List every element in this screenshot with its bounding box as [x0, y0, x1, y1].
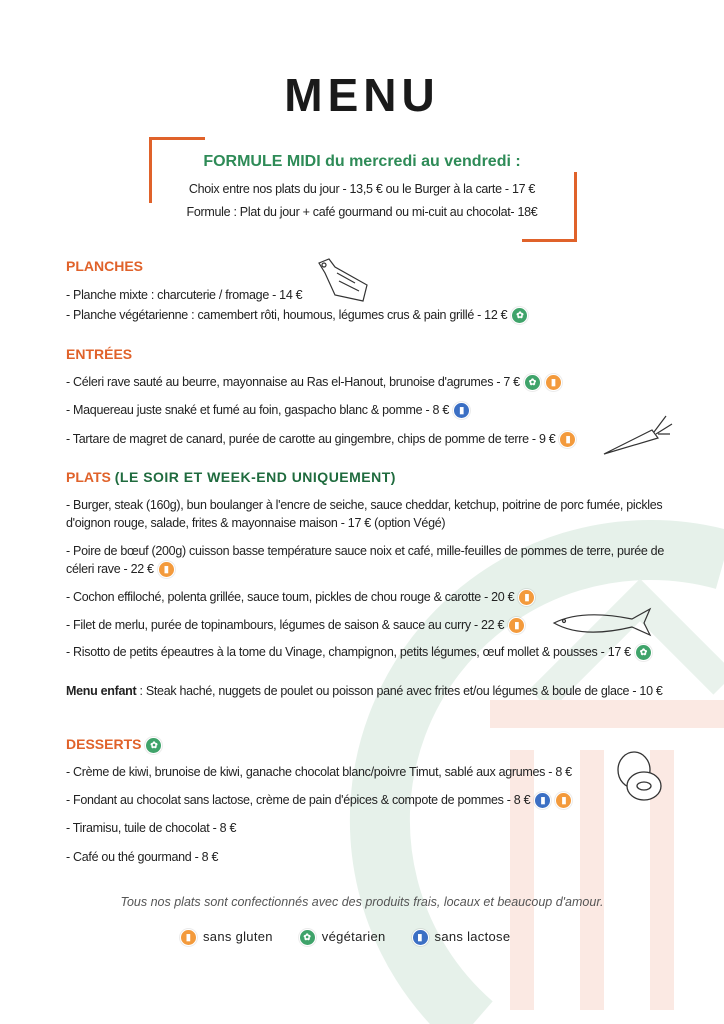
kids-menu: Menu enfant : Steak haché, nuggets de poulet ou poisson pané avec frites et/ou légumes & boule de glace - 10 €	[66, 684, 663, 698]
menu-item: - Risotto de petits épeautres à la tome du Vinage, champignon, petits légumes, œuf mollet & pousses - 17 € ✿	[66, 643, 652, 661]
kiwi-illustration	[614, 748, 664, 804]
menu-item: - Café ou thé gourmand - 8 €	[66, 850, 219, 864]
carrot-illustration	[600, 412, 675, 457]
legend-vegetarian: ✿ végétarien	[299, 929, 386, 946]
bracket-bottom	[522, 239, 577, 242]
section-title-desserts: DESSERTS ✿	[66, 736, 162, 754]
lactose-free-icon: ▮	[453, 402, 470, 419]
menu-item: - Crème de kiwi, brunoise de kiwi, ganache chocolat blanc/poivre Timut, sablé aux agrumes - 8 €	[66, 765, 572, 779]
gluten-free-icon: ▮	[518, 589, 535, 606]
gluten-free-icon: ▮	[545, 374, 562, 391]
legend-gluten-free: ▮ sans gluten	[180, 929, 273, 946]
section-title-entrees: ENTRÉES	[66, 346, 133, 362]
page-title: MENU	[284, 69, 440, 121]
menu-item: - Fondant au chocolat sans lactose, crème de pain d'épices & compote de pommes - 8 € ▮ ▮	[66, 791, 572, 809]
gluten-free-icon: ▮	[555, 792, 572, 809]
menu-item: - Tiramisu, tuile de chocolat - 8 €	[66, 821, 237, 835]
menu-item: - Céleri rave sauté au beurre, mayonnaise au Ras el-Hanout, brunoise d'agrumes - 7 € ✿ ▮	[66, 373, 562, 391]
formule-title: FORMULE MIDI du mercredi au vendredi :	[203, 153, 521, 170]
menu-item: - Tartare de magret de canard, purée de carotte au gingembre, chips de pomme de terre - 9 € ▮	[66, 430, 576, 448]
menu-item: - Cochon effiloché, polenta grillée, sauce toum, pickles de chou rouge & carotte - 20 € ▮	[66, 588, 535, 606]
gluten-free-icon: ▮	[158, 561, 175, 578]
formule-line: Choix entre nos plats du jour - 13,5 € ou le Burger à la carte - 17 €	[188, 182, 536, 196]
menu-item: - Filet de merlu, purée de topinambours, légumes de saison & sauce au curry - 22 € ▮	[66, 616, 525, 634]
legend-lactose-free: ▮ sans lactose	[412, 929, 511, 946]
lactose-free-icon: ▮	[412, 929, 429, 946]
gluten-free-icon: ▮	[559, 431, 576, 448]
vegetarian-icon: ✿	[299, 929, 316, 946]
formule-line: Formule : Plat du jour + café gourmand ou mi-cuit au chocolat- 18€	[186, 205, 538, 219]
gluten-free-icon: ▮	[508, 617, 525, 634]
menu-item: - Planche végétarienne : camembert rôti, houmous, légumes crus & pain grillé - 12 € ✿	[66, 306, 528, 324]
legend	[180, 929, 510, 946]
bracket-top	[149, 137, 205, 140]
section-title-plats: PLATS (LE SOIR ET WEEK-END UNIQUEMENT)	[66, 469, 396, 485]
menu-item: - Burger, steak (160g), bun boulanger à l'encre de seiche, sauce cheddar, ketchup, poitrine de porc fumée, pickles d'oignon rouge, salade, frites & mayonnaise maison - 17 € (option Végé)	[66, 498, 663, 530]
menu-item: - Maquereau juste snaké et fumé au foin, gaspacho blanc & pomme - 8 € ▮	[66, 401, 470, 419]
footer-note: Tous nos plats sont confectionnés avec des produits frais, locaux et beaucoup d'amour.	[120, 895, 604, 909]
vegetarian-icon: ✿	[524, 374, 541, 391]
menu-item: - Planche mixte : charcuterie / fromage - 14 €	[66, 288, 303, 302]
lactose-free-icon: ▮	[534, 792, 551, 809]
fish-illustration	[552, 605, 652, 640]
gluten-free-icon: ▮	[180, 929, 197, 946]
vegetarian-icon: ✿	[511, 307, 528, 324]
vegetarian-icon: ✿	[635, 644, 652, 661]
menu-item: - Poire de bœuf (200g) cuisson basse température sauce noix et café, mille-feuilles de pommes de terre, purée de céleri rave - 22 € ▮	[66, 542, 666, 578]
cheese-board-illustration	[315, 255, 375, 305]
section-title-planches: PLANCHES	[66, 258, 144, 274]
vegetarian-icon: ✿	[145, 737, 162, 754]
